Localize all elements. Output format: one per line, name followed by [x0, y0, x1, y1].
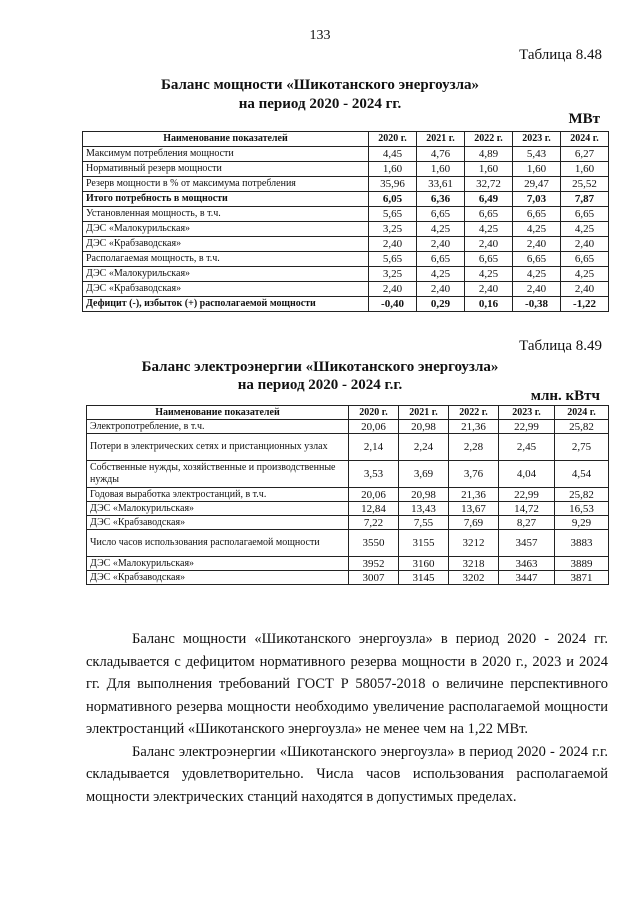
cell-value: 3952: [349, 557, 399, 571]
cell-value: 20,98: [399, 420, 449, 434]
row-label: Электропотребление, в т.ч.: [87, 420, 349, 434]
cell-value: 4,25: [465, 222, 513, 237]
cell-value: 29,47: [513, 177, 561, 192]
header-name-column: Наименование показателей: [83, 132, 369, 147]
cell-value: 4,89: [465, 147, 513, 162]
cell-value: 2,40: [561, 237, 609, 252]
cell-value: 21,36: [449, 488, 499, 502]
cell-value: 6,65: [513, 207, 561, 222]
table-row: [87, 461, 609, 488]
cell-value: 4,25: [513, 222, 561, 237]
header-year-4: 2023 г.: [513, 132, 561, 147]
row-label: Нормативный резерв мощности: [83, 162, 369, 177]
cell-value: 13,67: [449, 502, 499, 516]
table-row: [83, 222, 609, 237]
row-label: ДЭС «Малокурильская»: [83, 222, 369, 237]
cell-value: 7,03: [513, 192, 561, 207]
cell-value: 3202: [449, 571, 499, 585]
table-row: [83, 147, 609, 162]
cell-value: 2,40: [513, 282, 561, 297]
cell-value: -0,40: [369, 297, 417, 312]
cell-value: 7,55: [399, 516, 449, 530]
cell-value: 6,49: [465, 192, 513, 207]
cell-value: 25,82: [555, 488, 609, 502]
table-row: [83, 282, 609, 297]
table-1-unit: МВт: [568, 111, 600, 127]
table-row: [83, 192, 609, 207]
cell-value: 6,65: [513, 252, 561, 267]
cell-value: 3155: [399, 530, 449, 557]
table-row: [83, 177, 609, 192]
row-label: Годовая выработка электростанций, в т.ч.: [87, 488, 349, 502]
cell-value: 4,25: [417, 267, 465, 282]
cell-value: 3212: [449, 530, 499, 557]
cell-value: 32,72: [465, 177, 513, 192]
row-label: ДЭС «Малокурильская»: [87, 502, 349, 516]
row-label: ДЭС «Малокурильская»: [83, 267, 369, 282]
cell-value: 4,25: [561, 267, 609, 282]
cell-value: 22,99: [499, 420, 555, 434]
table-row: [83, 237, 609, 252]
cell-value: 1,60: [465, 162, 513, 177]
table-header-row: [87, 406, 609, 420]
cell-value: 9,29: [555, 516, 609, 530]
table-2-title-line-1: Баланс электроэнергии «Шикотанского энергоузла»: [141, 359, 499, 375]
cell-value: 2,40: [369, 237, 417, 252]
row-label: Резерв мощности в % от максимума потребления: [83, 177, 369, 192]
cell-value: 7,22: [349, 516, 399, 530]
cell-value: 14,72: [499, 502, 555, 516]
cell-value: 4,76: [417, 147, 465, 162]
cell-value: 0,29: [417, 297, 465, 312]
cell-value: 1,60: [561, 162, 609, 177]
row-label: ДЭС «Крабзаводская»: [83, 282, 369, 297]
table-1-title-line-1: Баланс мощности «Шикотанского энергоузла»: [160, 77, 480, 93]
row-label: Установленная мощность, в т.ч.: [83, 207, 369, 222]
cell-value: -0,38: [513, 297, 561, 312]
row-label: ДЭС «Крабзаводская»: [87, 516, 349, 530]
cell-value: 3160: [399, 557, 449, 571]
header-year-4: 2023 г.: [499, 406, 555, 420]
cell-value: 3889: [555, 557, 609, 571]
cell-value: 4,25: [417, 222, 465, 237]
table-row: [83, 162, 609, 177]
cell-value: 2,40: [513, 237, 561, 252]
row-label: Максимум потребления мощности: [83, 147, 369, 162]
cell-value: 1,60: [369, 162, 417, 177]
cell-value: 6,65: [465, 252, 513, 267]
cell-value: 4,25: [513, 267, 561, 282]
cell-value: 25,82: [555, 420, 609, 434]
header-year-5: 2024 г.: [555, 406, 609, 420]
paragraph-1: Баланс мощности «Шикотанского энергоузла» в период 2020 - 2024 гг. складывается с дефицитом нормативного резерва мощности в 2020 г., 2023 и 2024 гг. Для выполнения требований ГОСТ Р 58057-2018 о величине перспективного нормативного резерва мощности необходимо увеличение располагаемой мощности электростанций «Шикотанского энергоузла» не менее чем на 1,22 МВт.: [86, 631, 608, 737]
table-row: [87, 502, 609, 516]
row-label: Располагаемая мощность, в т.ч.: [83, 252, 369, 267]
cell-value: 6,65: [561, 207, 609, 222]
cell-value: 7,69: [449, 516, 499, 530]
cell-value: 6,36: [417, 192, 465, 207]
cell-value: 25,52: [561, 177, 609, 192]
header-year-3: 2022 г.: [465, 132, 513, 147]
table-row: [83, 252, 609, 267]
cell-value: 3218: [449, 557, 499, 571]
cell-value: 3457: [499, 530, 555, 557]
table-row: [83, 207, 609, 222]
cell-value: 6,65: [417, 252, 465, 267]
header-name-column: Наименование показателей: [87, 406, 349, 420]
cell-value: -1,22: [561, 297, 609, 312]
row-label: Число часов использования располагаемой мощности: [87, 530, 349, 557]
table-row: [87, 420, 609, 434]
cell-value: 8,27: [499, 516, 555, 530]
cell-value: 1,60: [417, 162, 465, 177]
header-year-2: 2021 г.: [399, 406, 449, 420]
cell-value: 3550: [349, 530, 399, 557]
table-row: [87, 488, 609, 502]
cell-value: 4,45: [369, 147, 417, 162]
table-row: [83, 267, 609, 282]
cell-value: 22,99: [499, 488, 555, 502]
cell-value: 1,60: [513, 162, 561, 177]
cell-value: 2,40: [465, 237, 513, 252]
cell-value: 6,65: [561, 252, 609, 267]
table-power-balance: [82, 131, 609, 312]
cell-value: 4,25: [561, 222, 609, 237]
row-label: Собственные нужды, хозяйственные и производственные нужды: [87, 461, 349, 488]
cell-value: 5,65: [369, 207, 417, 222]
cell-value: 2,28: [449, 434, 499, 461]
table-2-unit: млн. кВтч: [530, 388, 600, 404]
row-label: Итого потребность в мощности: [83, 192, 369, 207]
paragraph-2: Баланс электроэнергии «Шикотанского энергоузла» в период 2020 - 2024 г.г. складывается удовлетворительно. Числа часов использования располагаемой мощности электрических станций находятся в допустимых пределах.: [86, 743, 608, 805]
cell-value: 35,96: [369, 177, 417, 192]
cell-value: 20,06: [349, 488, 399, 502]
cell-value: 2,45: [499, 434, 555, 461]
page-number: 133: [309, 28, 331, 43]
row-label: ДЭС «Малокурильская»: [87, 557, 349, 571]
body-text: [86, 628, 608, 808]
table-1-caption: Таблица 8.48: [519, 47, 602, 63]
cell-value: 3007: [349, 571, 399, 585]
cell-value: 3,69: [399, 461, 449, 488]
row-label: ДЭС «Крабзаводская»: [87, 571, 349, 585]
row-label: ДЭС «Крабзаводская»: [83, 237, 369, 252]
cell-value: 3,53: [349, 461, 399, 488]
cell-value: 6,27: [561, 147, 609, 162]
table-2-title-line-2: на период 2020 - 2024 г.г.: [237, 377, 403, 393]
table-row: [83, 297, 609, 312]
cell-value: 3463: [499, 557, 555, 571]
cell-value: 2,40: [369, 282, 417, 297]
table-row: [87, 571, 609, 585]
cell-value: 3447: [499, 571, 555, 585]
cell-value: 4,54: [555, 461, 609, 488]
table-1-title-line-2: на период 2020 - 2024 гг.: [238, 96, 402, 112]
cell-value: 6,65: [465, 207, 513, 222]
cell-value: 2,24: [399, 434, 449, 461]
cell-value: 3145: [399, 571, 449, 585]
table-row: [87, 530, 609, 557]
table-header-row: [83, 132, 609, 147]
row-label: Дефицит (-), избыток (+) располагаемой мощности: [83, 297, 369, 312]
cell-value: 2,40: [561, 282, 609, 297]
cell-value: 3,25: [369, 267, 417, 282]
table-row: [87, 557, 609, 571]
cell-value: 3883: [555, 530, 609, 557]
header-year-1: 2020 г.: [369, 132, 417, 147]
cell-value: 6,05: [369, 192, 417, 207]
cell-value: 2,40: [465, 282, 513, 297]
header-year-1: 2020 г.: [349, 406, 399, 420]
table-row: [87, 516, 609, 530]
cell-value: 3,25: [369, 222, 417, 237]
cell-value: 5,43: [513, 147, 561, 162]
cell-value: 20,06: [349, 420, 399, 434]
cell-value: 5,65: [369, 252, 417, 267]
cell-value: 16,53: [555, 502, 609, 516]
cell-value: 2,40: [417, 282, 465, 297]
cell-value: 0,16: [465, 297, 513, 312]
cell-value: 3871: [555, 571, 609, 585]
table-2-caption: Таблица 8.49: [519, 338, 602, 354]
cell-value: 13,43: [399, 502, 449, 516]
cell-value: 20,98: [399, 488, 449, 502]
header-year-5: 2024 г.: [561, 132, 609, 147]
cell-value: 7,87: [561, 192, 609, 207]
cell-value: 3,76: [449, 461, 499, 488]
cell-value: 12,84: [349, 502, 399, 516]
header-year-3: 2022 г.: [449, 406, 499, 420]
row-label: Потери в электрических сетях и пристанционных узлах: [87, 434, 349, 461]
cell-value: 4,04: [499, 461, 555, 488]
cell-value: 6,65: [417, 207, 465, 222]
table-energy-balance: [86, 405, 609, 585]
cell-value: 33,61: [417, 177, 465, 192]
cell-value: 2,75: [555, 434, 609, 461]
cell-value: 4,25: [465, 267, 513, 282]
cell-value: 2,40: [417, 237, 465, 252]
header-year-2: 2021 г.: [417, 132, 465, 147]
cell-value: 21,36: [449, 420, 499, 434]
table-row: [87, 434, 609, 461]
cell-value: 2,14: [349, 434, 399, 461]
